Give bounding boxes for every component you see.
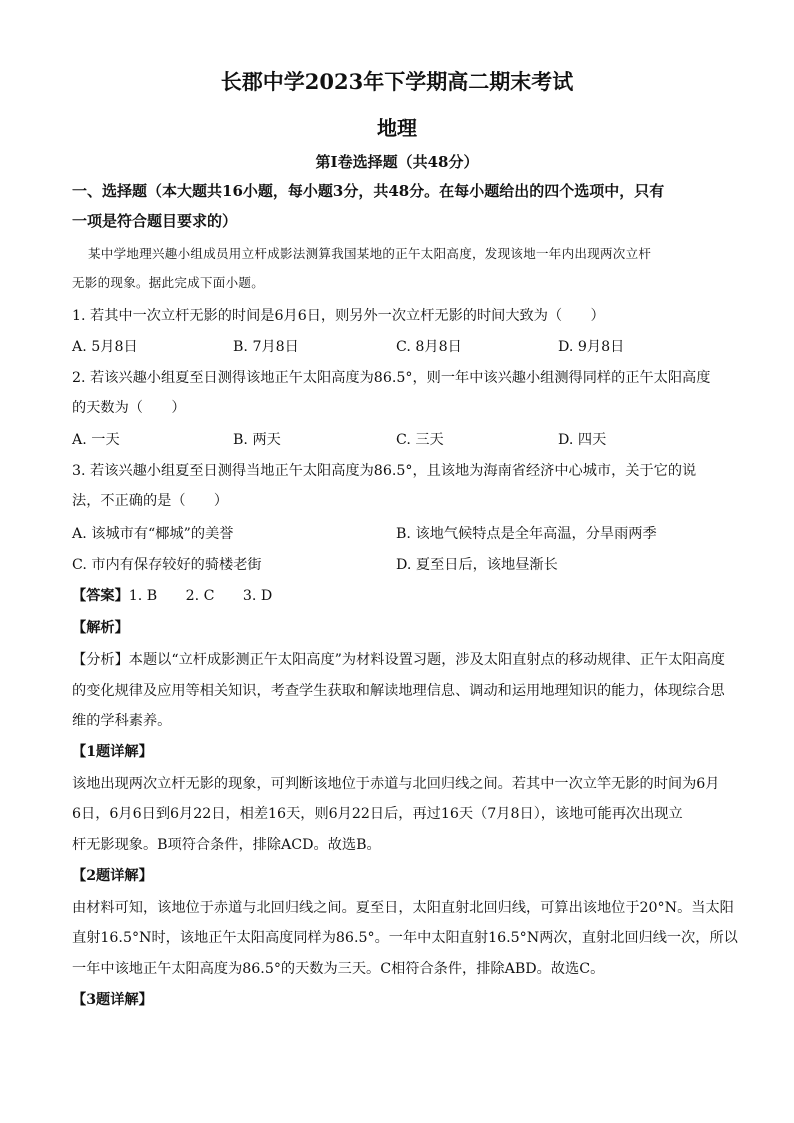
q3-stem-line-1: 3. 若该兴趣小组夏至日测得当地正午太阳高度为86.5°，且该地为海南省经济中心城市，关于它的说: [72, 463, 697, 479]
answer-line: [72, 586, 722, 606]
detail-2-line-2: 直射16.5°N时，该地正午太阳高度同样为86.5°。一年中太阳直射16.5°N两次，直射北回归线一次，所以: [72, 930, 738, 946]
detail-2-line-1: 由材料可知，该地位于赤道与北回归线之间。夏至日，太阳直射北回归线，可算出该地位于20°N。当太阳: [72, 900, 734, 916]
q2-stem-line-2: 的天数为（ ）: [72, 400, 186, 416]
q2-option-c: C. 三天: [396, 432, 444, 448]
detail-1-tag: 【1题详解】: [72, 744, 153, 760]
q1-option-b: B. 7月8日: [233, 339, 299, 355]
exam-title: 长郡中学2023年下学期高二期末考试: [220, 69, 574, 94]
detail-1-line-3: 杆无影现象。B项符合条件，排除ACD。故选B。: [72, 837, 381, 853]
q2-option-a: A. 一天: [72, 432, 120, 448]
detail-1-line-2: 6日，6月6日到6月22日，相差16天，则6月22日后，再过16天（7月8日），该地可能再次出现立: [72, 806, 683, 822]
analysis-line-1: 【分析】本题以“立杆成影测正午太阳高度”为材料设置习题，涉及太阳直射点的移动规律、正午太阳高度: [72, 652, 725, 668]
answer-text: 1. B 2. C 3. D: [128, 588, 273, 604]
detail-2-line-3: 一年中该地正午太阳高度为86.5°的天数为三天。C相符合条件，排除ABD。故选C。: [72, 961, 605, 977]
part-heading-line-1: 一、选择题（本大题共16小题，每小题3分，共48分。在每小题给出的四个选项中，只有: [72, 182, 665, 200]
part-heading-line-2: 一项是符合题目要求的）: [72, 212, 238, 230]
answer-tag: 【答案】: [72, 588, 129, 604]
analysis-line-2: 的变化规律及应用等相关知识，考查学生获取和解读地理信息、调动和运用地理知识的能力，体现综合思: [72, 683, 725, 699]
q3-option-d: D. 夏至日后，该地昼渐长: [396, 557, 558, 573]
detail-2-tag: 【2题详解】: [72, 868, 153, 884]
q3-option-b: B. 该地气候特点是全年高温，分旱雨两季: [396, 526, 657, 542]
subject-title: 地理: [377, 116, 417, 140]
q2-option-b: B. 两天: [233, 432, 281, 448]
q3-stem-line-2: 法，不正确的是（ ）: [72, 493, 229, 509]
detail-3-tag: 【3题详解】: [72, 992, 153, 1008]
q1-stem: 1. 若其中一次立杆无影的时间是6月6日，则另外一次立杆无影的时间大致为（ ）: [72, 308, 605, 324]
q2-stem-line-1: 2. 若该兴趣小组夏至日测得该地正午太阳高度为86.5°，则一年中该兴趣小组测得同样的正午太阳高度: [72, 370, 711, 386]
q3-option-c: C. 市内有保存较好的骑楼老街: [72, 557, 262, 573]
analysis-tag: 【解析】: [72, 620, 129, 636]
q3-option-a: A. 该城市有“椰城”的美誉: [72, 526, 234, 542]
detail-1-line-1: 该地出现两次立杆无影的现象，可判断该地位于赤道与北回归线之间。若其中一次立竿无影的时间为6月: [72, 776, 720, 792]
material-line-1: 某中学地理兴趣小组成员用立杆成影法测算我国某地的正午太阳高度，发现该地一年内出现两次立杆: [88, 246, 652, 261]
q1-option-a: A. 5月8日: [72, 339, 138, 355]
material-line-2: 无影的现象。据此完成下面小题。: [72, 275, 265, 290]
q1-option-d: D. 9月8日: [558, 339, 625, 355]
q1-option-c: C. 8月8日: [396, 339, 462, 355]
analysis-line-3: 维的学科素养。: [72, 713, 172, 729]
section-title: 第Ⅰ卷选择题（共48分）: [315, 153, 479, 171]
q2-option-d: D. 四天: [558, 432, 607, 448]
